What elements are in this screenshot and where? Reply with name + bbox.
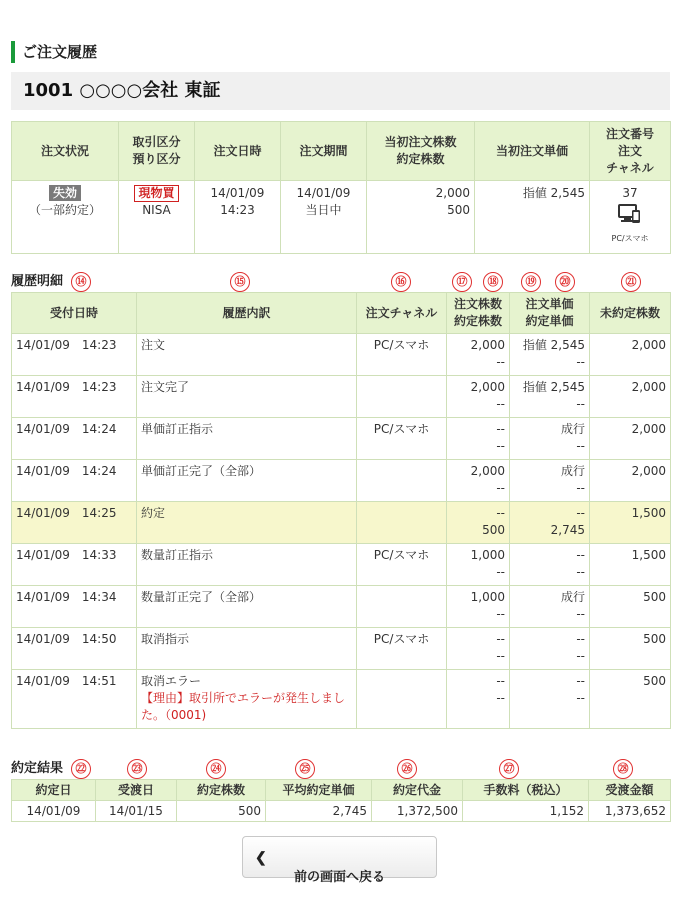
order-datetime-cell: 14/01/09 14:23 xyxy=(195,181,281,254)
remaining-qty: 500 xyxy=(590,670,671,729)
exec-qty: 500 xyxy=(177,801,266,822)
marker-16: ⑯ xyxy=(391,272,411,292)
settlement-amount: 1,373,652 xyxy=(589,801,671,822)
received-datetime: 14/01/09 14:34 xyxy=(12,586,137,628)
avg-price: 2,745 xyxy=(266,801,372,822)
trade-type-badge: 現物買 xyxy=(134,185,178,202)
table-row xyxy=(12,586,671,628)
order-channel xyxy=(357,460,447,502)
order-channel xyxy=(357,586,447,628)
history-detail: 単価訂正完了（全部） xyxy=(137,460,357,502)
header-settlement-date: 受渡日 xyxy=(96,780,177,801)
table-row-error xyxy=(12,670,671,729)
history-detail: 数量訂正指示 xyxy=(137,544,357,586)
header-order-price: 注文単価 約定単価 xyxy=(510,293,590,334)
history-detail: 取消指示 xyxy=(137,628,357,670)
account-type: NISA xyxy=(142,203,171,217)
marker-25: ㉕ xyxy=(295,759,315,779)
marker-21: ㉑ xyxy=(621,272,641,292)
header-fee: 手数料（税込） xyxy=(463,780,589,801)
remaining-qty: 2,000 xyxy=(590,418,671,460)
header-price: 当初注文単価 xyxy=(475,122,590,181)
order-channel xyxy=(357,670,447,729)
order-channel xyxy=(357,502,447,544)
header-exec-amount: 約定代金 xyxy=(372,780,463,801)
price-cell: 指値 2,545 xyxy=(475,181,590,254)
order-channel: PC/スマホ xyxy=(357,334,447,376)
remaining-qty: 1,500 xyxy=(590,502,671,544)
remaining-qty: 2,000 xyxy=(590,376,671,418)
qty-values: -- -- xyxy=(447,418,510,460)
status-badge: 失効 xyxy=(49,185,81,201)
price-values: -- -- xyxy=(510,628,590,670)
channel-label: PC/スマホ xyxy=(611,234,649,243)
qty-values: 1,000 -- xyxy=(447,586,510,628)
table-row xyxy=(12,628,671,670)
history-section-title: 履歴明細 xyxy=(11,274,64,289)
qty-values: 2,000 -- xyxy=(447,334,510,376)
order-channel: PC/スマホ xyxy=(357,544,447,586)
remaining-qty: 2,000 xyxy=(590,460,671,502)
remaining-qty: 500 xyxy=(590,586,671,628)
qty-values: 2,000 -- xyxy=(447,376,510,418)
received-datetime: 14/01/09 14:50 xyxy=(12,628,137,670)
execution-header-row xyxy=(12,780,671,801)
qty-values: -- -- xyxy=(447,670,510,729)
history-detail: 注文完了 xyxy=(137,376,357,418)
price-values: 指値 2,545 -- xyxy=(510,376,590,418)
marker-18: ⑱ xyxy=(483,272,503,292)
history-detail-text: 取消エラー xyxy=(141,674,202,688)
exec-amount: 1,372,500 xyxy=(372,801,463,822)
marker-17: ⑰ xyxy=(452,272,472,292)
received-datetime: 14/01/09 14:33 xyxy=(12,544,137,586)
fee: 1,152 xyxy=(463,801,589,822)
order-no-cell xyxy=(590,181,671,254)
remaining-qty: 500 xyxy=(590,628,671,670)
header-trade-type: 取引区分 預り区分 xyxy=(119,122,195,181)
marker-26: ㉖ xyxy=(397,759,417,779)
header-status: 注文状況 xyxy=(12,122,119,181)
error-reason: 【理由】取引所でエラーが発生しました。（0001) xyxy=(141,691,346,722)
history-table xyxy=(11,292,671,729)
period-cell: 14/01/09 当日中 xyxy=(281,181,367,254)
header-exec-date: 約定日 xyxy=(12,780,96,801)
chevron-left-icon: ❮ xyxy=(255,849,267,865)
order-summary-row xyxy=(12,181,671,254)
header-order-qty: 注文株数 約定株数 xyxy=(447,293,510,334)
order-summary-table xyxy=(11,121,671,254)
received-datetime: 14/01/09 14:23 xyxy=(12,376,137,418)
status-cell xyxy=(12,181,119,254)
marker-20: ⑳ xyxy=(555,272,575,292)
page-title: ご注文履歴 xyxy=(11,41,97,63)
remaining-qty: 1,500 xyxy=(590,544,671,586)
marker-27: ㉗ xyxy=(499,759,519,779)
table-row xyxy=(12,544,671,586)
history-detail: 注文 xyxy=(137,334,357,376)
history-detail: 単価訂正指示 xyxy=(137,418,357,460)
received-datetime: 14/01/09 14:24 xyxy=(12,418,137,460)
table-row xyxy=(12,460,671,502)
price-values: 成行 -- xyxy=(510,418,590,460)
exec-date: 14/01/09 xyxy=(12,801,96,822)
settlement-date: 14/01/15 xyxy=(96,801,177,822)
order-number: 37 xyxy=(622,186,638,200)
header-settlement-amount: 受渡金額 xyxy=(589,780,671,801)
price-values: 成行 -- xyxy=(510,586,590,628)
header-order-no: 注文番号 注文 チャネル xyxy=(590,122,671,181)
header-detail: 履歴内訳 xyxy=(137,293,357,334)
qty-values: 1,000 -- xyxy=(447,544,510,586)
qty-values: 2,000 -- xyxy=(447,460,510,502)
marker-15: ⑮ xyxy=(230,272,250,292)
price-values: -- 2,745 xyxy=(510,502,590,544)
execution-section-title: 約定結果 xyxy=(11,761,64,776)
price-values: 指値 2,545 -- xyxy=(510,334,590,376)
pc-smartphone-icon xyxy=(617,204,643,224)
trade-type-cell xyxy=(119,181,195,254)
history-detail: 数量訂正完了（全部） xyxy=(137,586,357,628)
price-values: -- -- xyxy=(510,670,590,729)
order-channel xyxy=(357,376,447,418)
status-note: （一部約定） xyxy=(28,203,101,217)
remaining-qty: 2,000 xyxy=(590,334,671,376)
marker-22: ㉒ xyxy=(71,759,91,779)
received-datetime: 14/01/09 14:23 xyxy=(12,334,137,376)
price-values: 成行 -- xyxy=(510,460,590,502)
execution-row xyxy=(12,801,671,822)
marker-28: ㉘ xyxy=(613,759,633,779)
price-values: -- -- xyxy=(510,544,590,586)
received-datetime: 14/01/09 14:51 xyxy=(12,670,137,729)
marker-19: ⑲ xyxy=(521,272,541,292)
qty-values: -- -- xyxy=(447,628,510,670)
stock-name: 1001 ○○○○会社 東証 xyxy=(11,72,670,110)
marker-24: ㉔ xyxy=(206,759,226,779)
marker-23: ㉓ xyxy=(127,759,147,779)
header-remaining: 未約定株数 xyxy=(590,293,671,334)
received-datetime: 14/01/09 14:25 xyxy=(12,502,137,544)
order-summary-header-row xyxy=(12,122,671,181)
execution-table xyxy=(11,779,671,822)
table-row xyxy=(12,376,671,418)
header-qty: 当初注文株数 約定株数 xyxy=(367,122,475,181)
history-detail xyxy=(137,670,357,729)
order-channel: PC/スマホ xyxy=(357,418,447,460)
history-header-row xyxy=(12,293,671,334)
marker-14: ⑭ xyxy=(71,272,91,292)
order-channel: PC/スマホ xyxy=(357,628,447,670)
header-period: 注文期間 xyxy=(281,122,367,181)
back-button-label: 前の画面へ戻る xyxy=(293,869,385,884)
table-row xyxy=(12,334,671,376)
header-order-datetime: 注文日時 xyxy=(195,122,281,181)
header-received: 受付日時 xyxy=(12,293,137,334)
header-exec-qty: 約定株数 xyxy=(177,780,266,801)
table-row-executed xyxy=(12,502,671,544)
header-channel: 注文チャネル xyxy=(357,293,447,334)
history-detail: 約定 xyxy=(137,502,357,544)
received-datetime: 14/01/09 14:24 xyxy=(12,460,137,502)
header-avg-price: 平均約定単価 xyxy=(266,780,372,801)
qty-values: -- 500 xyxy=(447,502,510,544)
table-row xyxy=(12,418,671,460)
back-button[interactable] xyxy=(242,836,437,884)
qty-cell: 2,000 500 xyxy=(367,181,475,254)
